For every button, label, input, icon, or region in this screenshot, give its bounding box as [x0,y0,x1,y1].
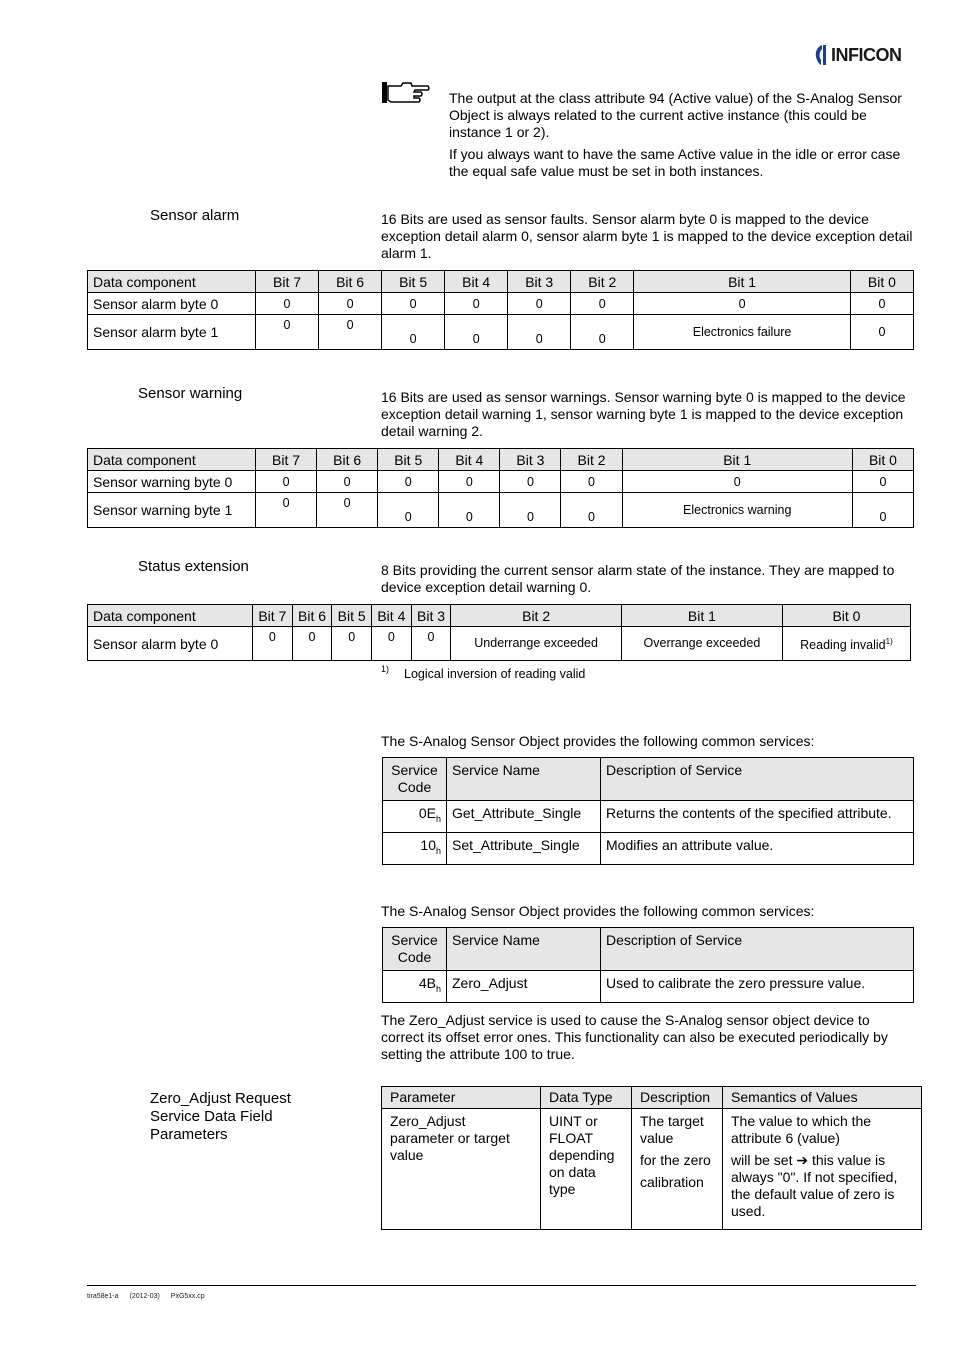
bit-cell: 0 [317,493,378,528]
bit-cell: 0 [292,627,332,661]
service-code [383,832,447,864]
table-row [383,832,914,864]
bit-cell: 0 [508,293,571,315]
table-row [88,293,914,315]
bit-cell: 0 [571,293,634,315]
header-cell: Bit 5 [332,605,372,627]
header-cell: Data component [88,605,253,627]
service-code-value: 10 [420,836,436,853]
note-paragraph-2: If you always want to have the same Active value in the idle or error case the equal safe value must be set in both instances. [449,146,901,179]
header-cell: Service Name [447,758,601,801]
header-cell: Bit 6 [317,449,378,471]
header-cell: Bit 0 [782,605,910,627]
specific-services-table [382,927,914,1003]
header-cell: Bit 7 [256,449,317,471]
bit-cell: 0 [561,471,622,493]
header-cell: Description of Service [601,928,914,971]
bit-cell: 0 [508,315,571,350]
bit-cell: 0 [852,471,913,493]
note-text [449,90,914,185]
bit-cell: 0 [852,493,913,528]
bit-cell: Electronics failure [634,315,851,350]
footer-date: (2012-03) [129,1293,160,1300]
table-row [383,801,914,833]
zero-adjust-label: Zero_Adjust Request Service Data Field Parameters [150,1090,291,1143]
bit-cell: 0 [256,471,317,493]
bit-cell: 0 [445,293,508,315]
bit-cell: 0 [561,493,622,528]
sensor-alarm-table [87,270,914,350]
bit-cell: 0 [500,493,561,528]
bit-cell: 0 [332,627,372,661]
description-line: for the zero [640,1152,711,1168]
table-header-row [382,1087,922,1109]
table-row [88,493,914,528]
specific-services-intro: The S-Analog Sensor Object provides the following common services: [381,903,815,919]
status-extension-text: 8 Bits providing the current sensor alarm state of the instance. They are mapped to device exception detail warning 0. [381,562,895,595]
header-cell: Description [632,1087,723,1109]
zero-adjust-explanation: The Zero_Adjust service is used to cause the S-Analog sensor object device to correct its offset error ones. This functionality can also be executed periodically by setting the attribute 100 to true. [381,1012,888,1062]
row-label: Sensor alarm byte 1 [88,315,256,350]
footnote-mark: 1) [381,664,390,674]
row-label: Sensor alarm byte 0 [88,293,256,315]
status-extension-table [87,604,911,661]
header-cell: Data component [88,271,256,293]
footnote-reference: 1) [885,636,893,646]
description-cell [632,1109,723,1230]
sensor-alarm-label: Sensor alarm [150,207,240,224]
header-cell: Bit 3 [411,605,451,627]
semantics-line: will be set ➔ this value is always "0". If not specified, the default value of zero is used. [731,1152,898,1219]
hex-subscript: h [435,983,441,994]
pointing-hand-icon [381,80,431,111]
header-cell: Bit 2 [451,605,622,627]
bit-cell: 0 [319,315,382,350]
service-code [383,801,447,833]
table-row [88,627,911,661]
inficon-logo-icon [813,44,829,66]
footer-file: PxG5xx.cp [170,1293,205,1300]
service-name: Set_Attribute_Single [447,832,601,864]
bit-cell: 0 [382,315,445,350]
inficon-logo [813,44,902,66]
bit-cell: 0 [319,293,382,315]
footnote-text: Logical inversion of reading valid [404,667,586,681]
data-type-cell: UINT or FLOAT depending on data type [541,1109,632,1230]
header-cell: Parameter [382,1087,541,1109]
bit-cell: 0 [634,293,851,315]
service-name: Get_Attribute_Single [447,801,601,833]
header-cell: Bit 1 [621,605,782,627]
header-cell: Semantics of Values [723,1087,922,1109]
bit-cell: 0 [500,471,561,493]
bit-cell: 0 [317,471,378,493]
sensor-alarm-text: 16 Bits are used as sensor faults. Sensor alarm byte 0 is mapped to the device exception detail alarm 0, sensor alarm byte 1 is mapped to the device exception detail alarm 1. [381,211,913,261]
bit-cell: 0 [571,315,634,350]
footer-doc-id: tira58e1-a [87,1293,119,1300]
header-cell: Bit 4 [372,605,412,627]
table-row [382,1109,922,1230]
header-cell: Service Code [383,928,447,971]
bit-cell: 0 [256,315,319,350]
description-line: The target value [640,1113,704,1146]
service-code-value: 4B [418,975,436,991]
table-header-row [88,271,914,293]
status-extension-label: Status extension [138,558,249,575]
sensor-warning-text: 16 Bits are used as sensor warnings. Sensor warning byte 0 is mapped to the device exception detail warning 1, sensor warning byte 1 is mapped to the device exception detail warning 2. [381,389,906,439]
bit-cell: 0 [445,315,508,350]
common-services-intro: The S-Analog Sensor Object provides the following common services: [381,733,815,749]
bit-cell: 0 [850,293,913,315]
zero-adjust-parameters-table [381,1086,922,1230]
reading-invalid-text: Reading invalid [800,638,886,653]
bit-cell: 0 [378,471,439,493]
bit-cell: 0 [439,471,500,493]
semantics-line: The value to which the attribute 6 (value) [731,1113,872,1146]
header-cell: Bit 6 [292,605,332,627]
bit-cell: 0 [256,493,317,528]
header-cell: Bit 1 [622,449,852,471]
table-header-row [383,928,914,971]
header-cell: Bit 3 [508,271,571,293]
table-header-row [88,605,911,627]
semantics-cell [723,1109,922,1230]
header-cell: Bit 7 [256,271,319,293]
footer-divider [87,1285,916,1286]
header-cell: Data Type [541,1087,632,1109]
service-code [383,971,447,1003]
bit-cell: 0 [253,627,293,661]
service-name: Zero_Adjust [447,971,601,1003]
header-cell: Bit 5 [382,271,445,293]
parameter-cell: Zero_Adjust parameter or target value [382,1109,541,1230]
bit-cell: 0 [378,493,439,528]
row-label: Sensor alarm byte 0 [88,627,253,661]
service-description: Modifies an attribute value. [601,832,914,864]
header-cell: Description of Service [601,758,914,801]
header-cell: Bit 5 [378,449,439,471]
sensor-warning-label: Sensor warning [138,385,243,402]
table-header-row [383,758,914,801]
header-cell: Service Code [383,758,447,801]
header-cell: Bit 3 [500,449,561,471]
table-row [88,315,914,350]
bit-cell: 0 [411,627,451,661]
row-label: Sensor warning byte 0 [88,471,256,493]
service-description: Used to calibrate the zero pressure value. [601,971,914,1003]
hex-subscript: h [435,813,441,824]
bit-cell [782,627,910,661]
header-cell: Service Name [447,928,601,971]
bit-cell: 0 [850,315,913,350]
bit-cell: 0 [439,493,500,528]
brand-name: INFICON [831,44,902,65]
header-cell: Data component [88,449,256,471]
header-cell: Bit 7 [253,605,293,627]
header-cell: Bit 4 [445,271,508,293]
header-cell: Bit 0 [852,449,913,471]
bit-cell: Electronics warning [622,493,852,528]
bit-cell: 0 [372,627,412,661]
bit-cell: Overrange exceeded [621,627,782,661]
table-header-row [88,449,914,471]
header-cell: Bit 6 [319,271,382,293]
table-row [383,971,914,1003]
description-line: calibration [640,1174,704,1190]
sensor-warning-table [87,448,914,528]
footer [87,1293,214,1300]
header-cell: Bit 0 [850,271,913,293]
header-cell: Bit 1 [634,271,851,293]
table-row [88,471,914,493]
note-paragraph-1: The output at the class attribute 94 (Active value) of the S-Analog Sensor Object is always related to the current active instance (this could be instance 1 or 2). [449,90,902,140]
bit-cell: 0 [256,293,319,315]
bit-cell: 0 [382,293,445,315]
service-description: Returns the contents of the specified attribute. [601,801,914,833]
row-label: Sensor warning byte 1 [88,493,256,528]
service-code-value: 0E [418,805,436,821]
header-cell: Bit 2 [571,271,634,293]
bit-cell: Underrange exceeded [451,627,622,661]
header-cell: Bit 4 [439,449,500,471]
header-cell: Bit 2 [561,449,622,471]
hex-subscript: h [435,845,441,856]
common-services-table [382,757,914,865]
bit-cell: 0 [622,471,852,493]
